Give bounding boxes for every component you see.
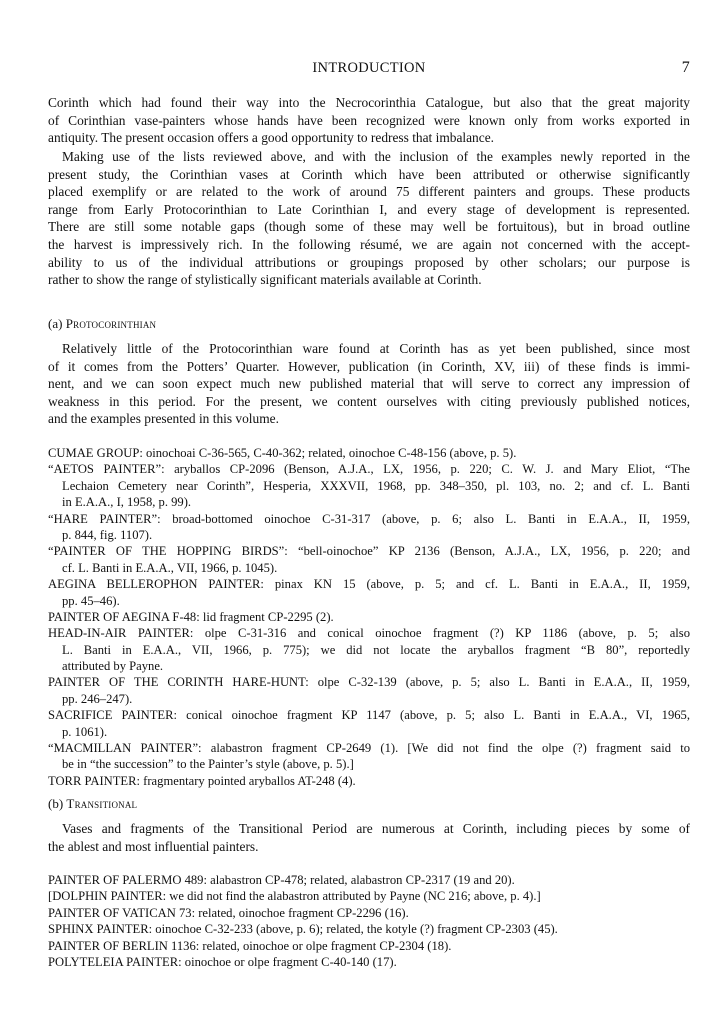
entry-line: attributed by Payne.	[62, 659, 164, 674]
section-label: (b)	[48, 796, 64, 811]
catalogue-entry	[48, 905, 690, 921]
text-line: the harvest is impressively rich. In the following résumé, we are again not concerned with the accept-	[48, 236, 690, 252]
entry-line: p. 844, fig. 1107).	[62, 527, 153, 542]
entry-line: SACRIFICE PAINTER: conical oinochoe fragment KP 1147 (above, p. 5; also L. Banti in E.A.A., VI, 1965,	[48, 708, 690, 723]
text-line: ability to us of the individual attributions or groupings proposed by other scholars; our purpose is	[48, 254, 690, 270]
entry-line: L. Banti in E.A.A., VII, 1966, p. 775); we did not locate the aryballos fragment “B 80”, reportedly	[62, 642, 690, 657]
text-line: the ablest and most influential painters.	[48, 838, 259, 854]
entry-line: “MACMILLAN PAINTER”: alabastron fragment CP-2649 (1). [We did not find the olpe (?) fragment said to	[48, 741, 690, 756]
text-line: range from Early Protocorinthian to Late Corinthian I, and every stage of development is represented.	[48, 201, 690, 217]
section-label: (a)	[48, 316, 63, 331]
catalogue-entry	[48, 954, 690, 970]
entry-line: pp. 45–46).	[62, 593, 120, 608]
catalogue-entry	[48, 938, 690, 954]
entry-line: HEAD-IN-AIR PAINTER: olpe C-31-316 and conical oinochoe fragment (?) KP 1186 (above, p. 5; also	[48, 626, 690, 641]
text-line: present study, the Corinthian vases at Corinth which have been attributed or otherwise significantly	[48, 166, 690, 182]
text-line: rather to show the range of stylistically significant materials available at Corinth.	[48, 272, 482, 288]
entry-line: PAINTER OF VATICAN 73: related, oinochoe fragment CP-2296 (16).	[48, 905, 409, 920]
second-paragraph	[48, 148, 690, 289]
section-a-heading	[48, 316, 156, 332]
running-header	[48, 60, 690, 78]
catalogue-entry	[48, 511, 690, 544]
entry-line: [DOLPHIN PAINTER: we did not find the alabastron attributed by Payne (NC 216; above, p. 4).]	[48, 889, 541, 904]
entry-line: be in “the succession” to the Painter’s style (above, p. 5).]	[62, 757, 354, 772]
section-b-paragraph	[48, 820, 690, 855]
intro-paragraph	[48, 94, 690, 147]
entry-line: Lechaion Cemetery near Corinth”, Hesperia, XXXVII, 1968, pp. 348–350, pl. 103, no. 2; and cf. L. Banti	[62, 478, 690, 493]
entry-line: “PAINTER OF THE HOPPING BIRDS”: “bell-oinochoe” KP 2136 (Benson, A.J.A., LX, 1956, p. 220; and	[48, 544, 690, 559]
entry-line: TORR PAINTER: fragmentary pointed aryballos AT-248 (4).	[48, 773, 356, 788]
catalogue-entry	[48, 740, 690, 773]
catalogue-entry	[48, 674, 690, 707]
entry-line: pp. 246–247).	[62, 691, 133, 706]
text-line: Relatively little of the Protocorinthian ware found at Corinth has as yet been published, since most	[62, 341, 690, 356]
catalogue-entry	[48, 707, 690, 740]
entry-line: POLYTELEIA PAINTER: oinochoe or olpe fragment C-40-140 (17).	[48, 954, 397, 969]
text-line: Making use of the lists reviewed above, and with the inclusion of the examples newly reported in the	[62, 149, 690, 164]
entry-line: PAINTER OF THE CORINTH HARE-HUNT: olpe C-32-139 (above, p. 5; also L. Banti in E.A.A., II, 1959,	[48, 675, 690, 690]
catalogue-entry	[48, 773, 690, 789]
text-line: antiquity. The present occasion offers a good opportunity to redress that imbalance.	[48, 130, 494, 146]
catalogue-entry	[48, 625, 690, 674]
entry-line: PAINTER OF AEGINA F-48: lid fragment CP-2295 (2).	[48, 609, 334, 624]
chapter-title: INTRODUCTION	[312, 60, 426, 76]
text-line: of it comes from the Potters’ Quarter. However, publication (in Corinth, XV, iii) of these finds is immi-	[48, 358, 690, 374]
catalogue-entry	[48, 921, 690, 937]
text-line: placed exemplify or are related to the work of around 75 different painters and groups. These products	[48, 184, 690, 200]
section-b-heading	[48, 796, 137, 812]
entry-line: p. 1061).	[62, 724, 108, 739]
text-line: and the examples presented in this volume.	[48, 411, 279, 427]
section-a-catalogue	[48, 445, 690, 789]
section-title: Protocorinthian	[65, 316, 157, 331]
catalogue-entry	[48, 445, 690, 461]
entry-line: PAINTER OF PALERMO 489: alabastron CP-478; related, alabastron CP-2317 (19 and 20).	[48, 873, 515, 887]
page-number: 7	[681, 59, 690, 76]
text-line: of Corinthian vase-painters whose hands have been recognized were known only from works exported in	[48, 112, 690, 128]
catalogue-entry	[48, 872, 690, 888]
catalogue-entry	[48, 576, 690, 609]
catalogue-entry	[48, 461, 690, 510]
text-line: nent, and we can soon expect much new published material that will serve to correct any impression of	[48, 376, 690, 392]
entry-line: SPHINX PAINTER: oinochoe C-32-233 (above, p. 6); related, the kotyle (?) fragment CP-2303 (45).	[48, 922, 558, 937]
text-line: Corinth which had found their way into the Necrocorinthia Catalogue, but also that the great majority	[48, 95, 690, 110]
text-line: Vases and fragments of the Transitional Period are numerous at Corinth, including pieces by some of	[62, 821, 690, 836]
catalogue-entry	[48, 609, 690, 625]
entry-line: cf. L. Banti in E.A.A., VII, 1966, p. 1045).	[62, 560, 278, 575]
entry-line: “HARE PAINTER”: broad-bottomed oinochoe C-31-317 (above, p. 6; also L. Banti in E.A.A., II, 1959,	[48, 511, 690, 526]
entry-line: in E.A.A., I, 1958, p. 99).	[62, 495, 192, 510]
entry-line: AEGINA BELLEROPHON PAINTER: pinax KN 15 (above, p. 5; and cf. L. Banti in E.A.A., II, 1959,	[48, 577, 690, 592]
entry-line: PAINTER OF BERLIN 1136: related, oinochoe or olpe fragment CP-2304 (18).	[48, 938, 452, 953]
catalogue-entry	[48, 888, 690, 904]
catalogue-entry	[48, 543, 690, 576]
entry-line: “AETOS PAINTER”: aryballos CP-2096 (Benson, A.J.A., LX, 1956, p. 220; C. W. J. and Mary Eliot, “The	[48, 462, 690, 477]
text-line: There are still some notable gaps (though some of these may well be fortuitous), but in broad outline	[48, 219, 690, 235]
section-b-catalogue	[48, 872, 690, 970]
section-title: Transitional	[66, 796, 138, 811]
section-a-paragraph	[48, 340, 690, 428]
text-line: weakness in this period. For the present, we content ourselves with citing previously published notices,	[48, 393, 690, 409]
entry-line: CUMAE GROUP: oinochoai C-36-565, C-40-362; related, oinochoe C-48-156 (above, p. 5).	[48, 446, 517, 460]
